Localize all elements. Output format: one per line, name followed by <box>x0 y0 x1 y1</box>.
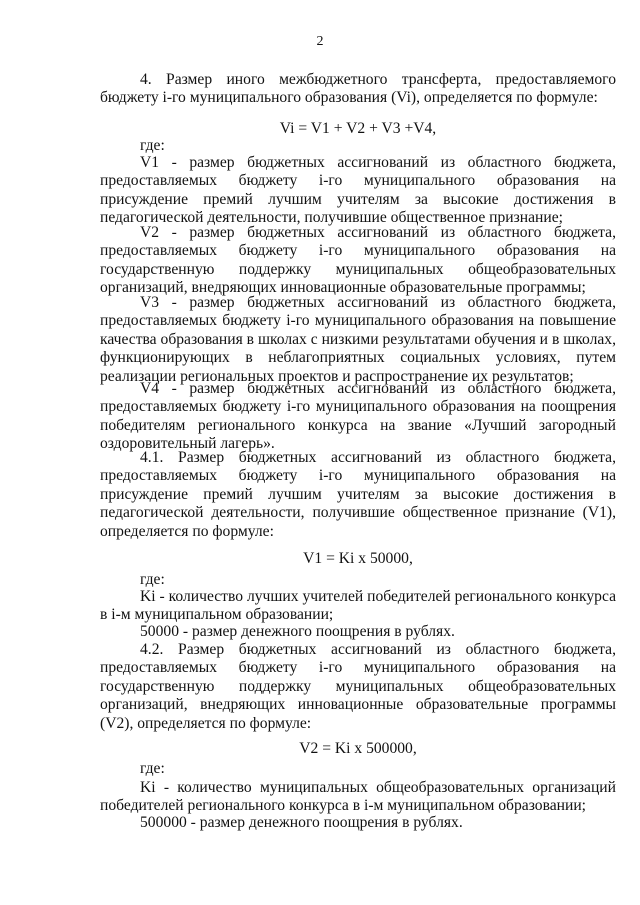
definition-v1: V1 - размер бюджетных ассигнований из областного бюджета, предоставляемых бюджету i-го муниципального образования на присуждение премий лучшим учителям за высокие достижения в педагогической деятельности, получившие общественное признание; <box>100 154 616 227</box>
definition-v2: V2 - размер бюджетных ассигнований из областного бюджета, предоставляемых бюджету i-го муниципального образования на государственную поддержку муниципальных общеобразовательных организаций, внедряющих инновационные образовательные программы; <box>100 224 616 297</box>
where-label-2: где: <box>140 571 165 588</box>
formula-v2: V2 = Ki x 500000, <box>299 740 417 757</box>
definition-v4: V4 - размер бюджетных ассигнований из областного бюджета, предоставляемых бюджету i-го муниципального образования на поощрения победителям регионального конкурса на звание «Лучший загородный оздоровительный лагерь». <box>100 380 616 453</box>
page-number: 2 <box>316 34 324 49</box>
where-label-1: где: <box>140 137 165 154</box>
paragraph-4: 4. Размер иного межбюджетного трансферта, предоставляемого бюджету i-го муниципального образования (Vi), определяется по формуле: <box>100 71 616 107</box>
definition-amount-1: 50000 - размер денежного поощрения в рублях. <box>140 623 455 640</box>
paragraph-4-2: 4.2. Размер бюджетных ассигнований из областного бюджета, предоставляемых бюджету i-го муниципального образования на государственную поддержку муниципальных общеобразовательных организаций, внедряющих инновационные образовательные программы (V2), определяется по формуле: <box>100 641 616 732</box>
definition-v3: V3 - размер бюджетных ассигнований из областного бюджета, предоставляемых бюджету i-го муниципального образования на повышение качества образования в школах с низкими результатами обучения и в школах, функционирующих в неблагоприятных социальных условиях, путем реализации региональных проектов и распространение их результатов; <box>100 294 616 385</box>
definition-amount-2: 500000 - размер денежного поощрения в рублях. <box>140 814 463 831</box>
formula-vi: Vi = V1 + V2 + V3 +V4, <box>279 120 437 137</box>
paragraph-4-1: 4.1. Размер бюджетных ассигнований из областного бюджета, предоставляемых бюджету i-го муниципального образования на присуждение премий лучшим учителям за высокие достижения в педагогической деятельности, получившие общественное признание (V1), определяется по формуле: <box>100 449 616 540</box>
where-label-3: где: <box>140 760 165 777</box>
formula-v1: V1 = Ki x 50000, <box>303 550 413 567</box>
definition-ki-2: Ki - количество муниципальных общеобразовательных организаций победителей регионального конкурса в i-м муниципальном образовании; <box>100 779 616 815</box>
definition-ki-1: Ki - количество лучших учителей победителей регионального конкурса в i-м муниципальном образовании; <box>100 588 616 624</box>
